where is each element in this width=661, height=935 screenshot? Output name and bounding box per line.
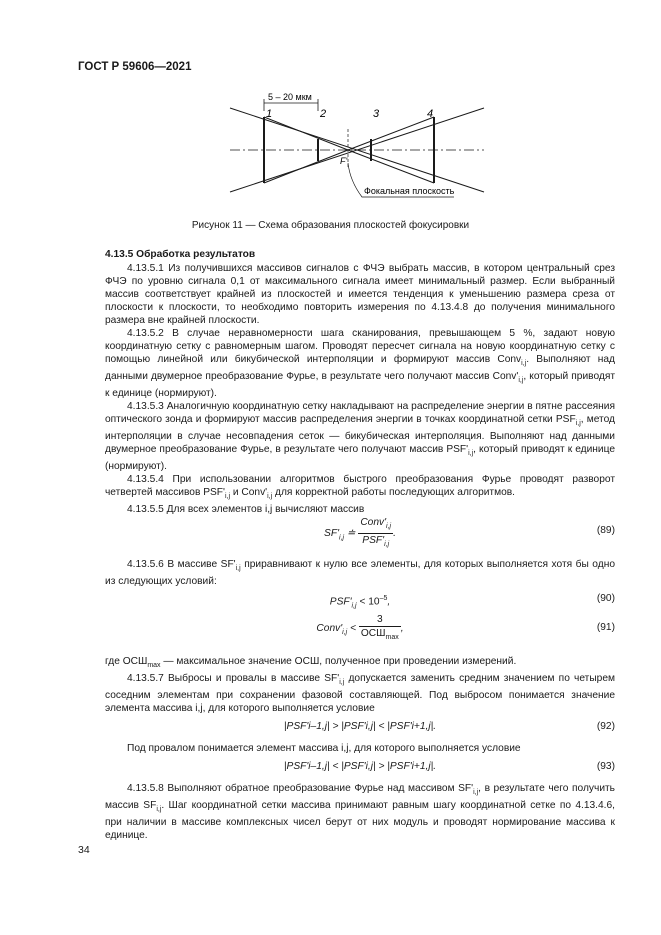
section-heading: 4.13.5 Обработка результатов xyxy=(105,249,256,260)
focus-label: F' xyxy=(340,156,348,166)
formula-number: (93) xyxy=(596,761,615,773)
paragraph: Под провалом понимается элемент массива i,j, для которого выполняется условие xyxy=(127,743,521,755)
paragraph: 4.13.5.8 Выполняют обратное преобразование Фурье над массивом $SF'_{i,j}$, в результате чего получить массив $SF_{i,j}$. Шаг координатной сетки массива принимают равным шагу координатной сетке по 4.13.4.6, при наличии в массиве комплексных чисел берут от них модуль и проводят нормирование массива к единице. xyxy=(105,783,616,842)
section-body xyxy=(105,248,615,842)
focal-plane-label: Фокальная плоскость xyxy=(364,186,455,196)
formula-90: $PSF'_{i,j} < 10^{-5}$, (90) xyxy=(329,593,615,610)
formula-89: $SF'_{i,j}$ ≐ $\frac{Conv'_{i,j}}{PSF'_{i,j}}$ . (89) xyxy=(324,517,615,549)
paragraph: 4.13.5.4 При использовании алгоритмов быстрого преобразования Фурье проводят разворот четвертей массивов $PSF'_{i,j}$ и $Conv'_{i,j}$ для корректной работы последующих алгоритмов. xyxy=(105,474,615,501)
focal-planes-diagram xyxy=(222,89,492,211)
plane-label: 4 xyxy=(427,108,434,120)
formula-92: |PSF'i–1,j| > |PSF'i,j| < |PSF'i+1,j|. (92) xyxy=(283,721,615,733)
page-number: 34 xyxy=(78,844,90,856)
formula-93: |PSF'i–1,j| < |PSF'i,j| > |PSF'i+1,j|. (93) xyxy=(283,761,615,773)
beam-edge xyxy=(264,117,348,150)
beam-edge xyxy=(348,117,434,150)
paragraph: 4.13.5.6 В массиве $SF'_{i,j}$ приравнивают к нулю все элементы, для которых выполняется хотя бы одно из следующих условий: xyxy=(105,559,615,588)
beam-edge xyxy=(348,150,434,183)
formula-number: (89) xyxy=(596,525,615,537)
paragraph: 4.13.5.5 Для всех элементов i,j вычисляют массив xyxy=(127,504,365,516)
plane-label: 2 xyxy=(320,108,327,120)
plane-label: 1 xyxy=(266,108,273,120)
beam-edge xyxy=(264,150,348,183)
paragraph: 4.13.5.1 Из получившихся массивов сигналов с ФЧЭ выбрать массив, в котором центральный срез ФЧЭ по уровню сигнала 0,1 от максимального сигнала имеет минимальный размер. Если выбранный массив соответствует крайней из плоскостей и имеется тенденция к уменьшению размера среза от плоскости к плоскости, то необходимо повторить измерения по 4.13.4.8 до получения минимального размера вне крайней плоскости. xyxy=(105,263,615,326)
formula-number: (91) xyxy=(596,622,615,634)
figure-caption: Рисунок 11 — Схема образования плоскостей фокусировки xyxy=(191,220,470,231)
paragraph: где $ОСШ_{max}$ — максимальное значение ОСШ, полученное при проведении измерений. xyxy=(105,656,517,670)
plane-label: 3 xyxy=(373,108,380,120)
formula-number: (90) xyxy=(596,593,615,605)
paragraph: 4.13.5.3 Аналогичную координатную сетку накладывают на распределение энергии в пятне рассеяния оптического зонда и формируют массив распределения энергии в точках координатной сетки $PSF_{i,j}$, метод интерполяции в случае несовпадения сеток — бикубическая интерполяция. Выполняют над данными двумерное преобразование Фурье, в результате чего получают массив $PSF'_{i,j}$, который приводят к единице (нормируют). xyxy=(105,401,615,473)
paragraph: 4.13.5.2 В случае неравномерности шага сканирования, превышающем 5 %, задают новую координатную сетку с равномерным шагом. Проводят пересчет сигнала на новую координатную сетку с помощью линейной или бикубической интерполяции и формируют массив Conv$_{i,j}$. Выполняют над данными двумерное преобразование Фурье, в результате чего получают массив $Conv'_{i,j}$, который приводят к единице (нормируют). xyxy=(105,328,616,400)
paragraph: 4.13.5.7 Выбросы и провалы в массиве $SF'_{i,j}$ допускается заменить средним значением по четырем соседним элементам при сохранении фазовой составляющей. Под выбросом понимается значение элемента массива i,j, для которого выполняется условие xyxy=(105,673,615,715)
document-header: ГОСТ Р 59606—2021 xyxy=(78,61,192,73)
dimension-label: 5 – 20 мкм xyxy=(268,92,312,102)
formula-91: $Conv'_{i,j}$ < $\frac{3}{ОСШ_{max}}$ , (91) xyxy=(316,614,615,642)
formula-number: (92) xyxy=(596,721,615,733)
